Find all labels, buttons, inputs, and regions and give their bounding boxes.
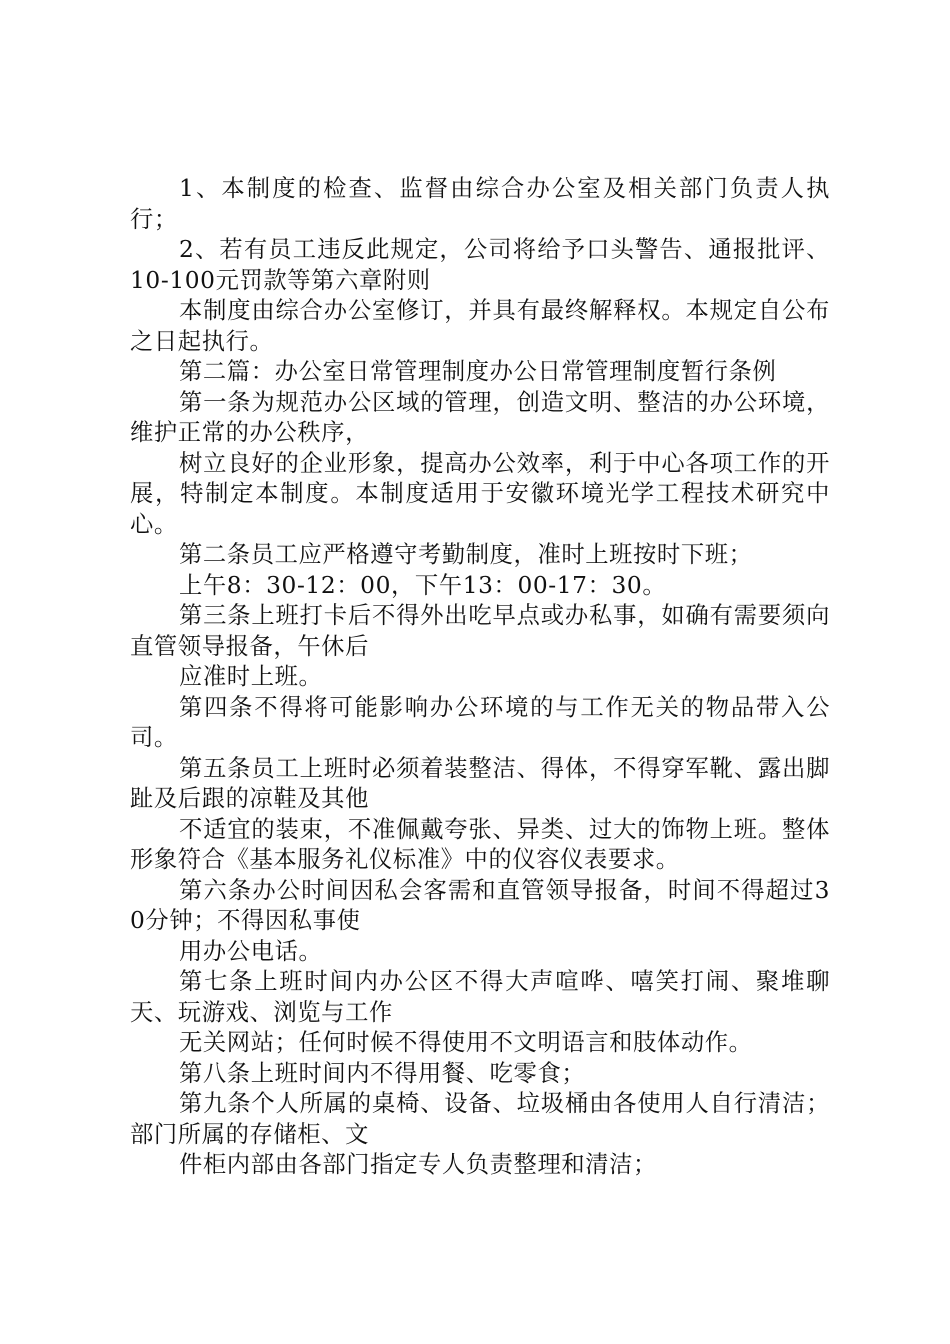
paragraph-article-3: 第三条上班打卡后不得外出吃早点或办私事，如确有需要须向直管领导报备，午休后 bbox=[130, 602, 830, 660]
paragraph-article-8: 第八条上班时间内不得用餐、吃零食； bbox=[179, 1059, 586, 1087]
paragraph-article-1: 第一条为规范办公区域的管理，创造文明、整洁的办公环境，维护正常的办公秩序， bbox=[130, 388, 830, 446]
paragraph-3: 本制度由综合办公室修订，并具有最终解释权。本规定自公布之日起执行。 bbox=[130, 297, 830, 355]
paragraph-article-7-cont: 无关网站；任何时候不得使用不文明语言和肢体动作。 bbox=[179, 1029, 753, 1056]
document-body bbox=[130, 174, 830, 1181]
paragraph-article-6-cont: 用办公电话。 bbox=[179, 937, 323, 965]
paragraph-article-7: 第七条上班时间内办公区不得大声喧哗、嘻笑打闹、聚堆聊天、玩游戏、浏览与工作 bbox=[130, 968, 830, 1026]
paragraph-article-9-cont: 件柜内部由各部门指定专人负责整理和清洁； bbox=[179, 1151, 657, 1178]
paragraph-article-3-cont: 应准时上班。 bbox=[179, 663, 323, 690]
paragraph-article-6: 第六条办公时间因私会客需和直管领导报备，时间不得超过30分钟；不得因私事使 bbox=[130, 876, 830, 934]
paragraph-article-4: 第四条不得将可能影响办公环境的与工作无关的物品带入公司。 bbox=[130, 693, 830, 751]
section-heading: 第二篇：办公室日常管理制度办公日常管理制度暂行条例 bbox=[179, 358, 777, 385]
paragraph-article-5-cont: 不适宜的装束，不准佩戴夸张、异类、过大的饰物上班。整体形象符合《基本服务礼仪标准》中的仪容仪表要求。 bbox=[130, 815, 830, 873]
paragraph-article-9: 第九条个人所属的桌椅、设备、垃圾桶由各使用人自行清洁；部门所属的存储柜、文 bbox=[130, 1090, 830, 1148]
paragraph-article-1-cont: 树立良好的企业形象，提高办公效率，利于中心各项工作的开展，特制定本制度。本制度适用于安徽环境光学工程技术研究中心。 bbox=[130, 449, 830, 538]
paragraph-1: 1、本制度的检查、监督由综合办公室及相关部门负责人执行； bbox=[130, 175, 830, 233]
paragraph-article-2: 第二条员工应严格遵守考勤制度，准时上班按时下班； bbox=[179, 541, 753, 568]
paragraph-work-hours: 上午8：30-12：00，下午13：00-17：30。 bbox=[179, 571, 667, 599]
paragraph-2: 2、若有员工违反此规定，公司将给予口头警告、通报批评、10-100元罚款等第六章附则 bbox=[130, 236, 830, 294]
paragraph-article-5: 第五条员工上班时必须着装整洁、得体，不得穿军靴、露出脚趾及后跟的凉鞋及其他 bbox=[130, 754, 830, 812]
